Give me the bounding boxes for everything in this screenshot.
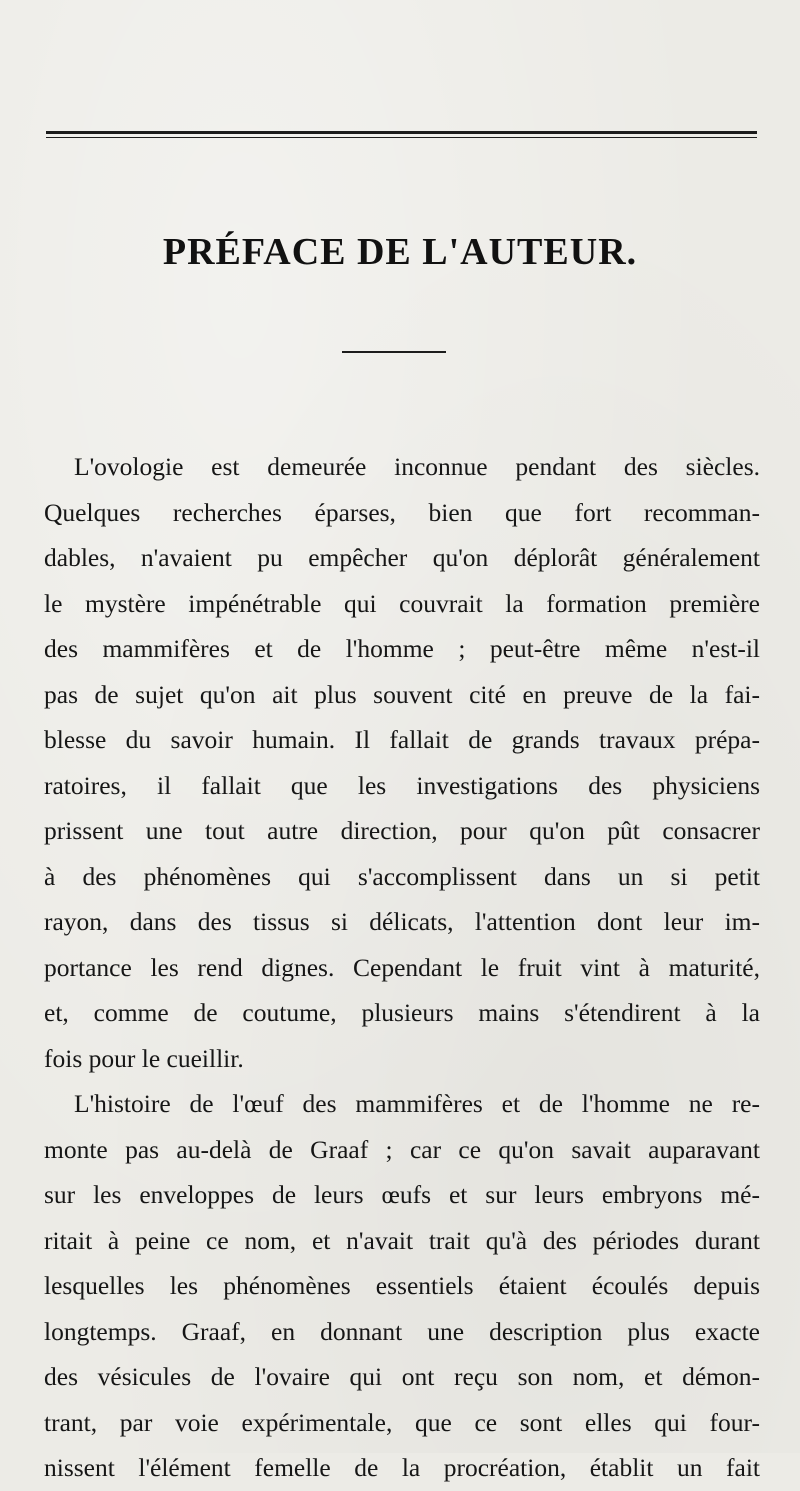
body-text	[44, 444, 760, 1491]
text-line: fois pour le cueillir.	[44, 1043, 244, 1073]
text-line: le mystère impénétrable qui couvrait la formation première	[44, 588, 760, 618]
text-line: blesse du savoir humain. Il fallait de grands travaux prépa-	[44, 725, 760, 754]
text-line: des mammifères et de l'homme ; peut-être même n'est-il	[44, 634, 760, 663]
header-rule-thick	[46, 131, 757, 134]
title-divider	[342, 351, 446, 353]
chapter-title: PRÉFACE DE L'AUTEUR.	[162, 231, 638, 273]
text-line: sur les enveloppes de leurs œufs et sur leurs embryons mé-	[44, 1180, 760, 1209]
text-line: L'ovologie est demeurée inconnue pendant des siècles.	[74, 452, 760, 481]
text-line: pas de sujet qu'on ait plus souvent cité en preuve de la fai-	[44, 679, 760, 709]
text-line: monte pas au-delà de Graaf ; car ce qu'on savait auparavant	[44, 1134, 760, 1164]
text-line: dables, n'avaient pu empêcher qu'on déplorât généralement	[44, 543, 760, 572]
text-line: et, comme de coutume, plusieurs mains s'étendirent à la	[44, 998, 760, 1027]
text-line: nissent l'élément femelle de la procréation, établit un fait	[44, 1453, 760, 1482]
text-line: longtemps. Graaf, en donnant une description plus exacte	[44, 1316, 760, 1346]
text-line: L'histoire de l'œuf des mammifères et de l'homme ne re-	[74, 1089, 760, 1118]
text-line: ritait à peine ce nom, et n'avait trait qu'à des périodes durant	[44, 1225, 760, 1255]
text-line: à des phénomènes qui s'accomplissent dans un si petit	[44, 861, 760, 891]
header-rule-thin	[46, 137, 757, 138]
text-line: rayon, dans des tissus si délicats, l'attention dont leur im-	[44, 907, 760, 936]
text-line: prissent une tout autre direction, pour qu'on pût consacrer	[44, 816, 760, 845]
text-line: ratoires, il fallait que les investigations des physiciens	[44, 770, 760, 800]
text-line: trant, par voie expérimentale, que ce sont elles qui four-	[44, 1407, 760, 1437]
text-line: lesquelles les phénomènes essentiels étaient écoulés depuis	[44, 1271, 760, 1300]
text-line: portance les rend dignes. Cependant le fruit vint à maturité,	[44, 952, 760, 982]
text-line: Quelques recherches éparses, bien que fort recomman-	[44, 497, 760, 527]
text-line: des vésicules de l'ovaire qui ont reçu son nom, et démon-	[44, 1362, 760, 1391]
